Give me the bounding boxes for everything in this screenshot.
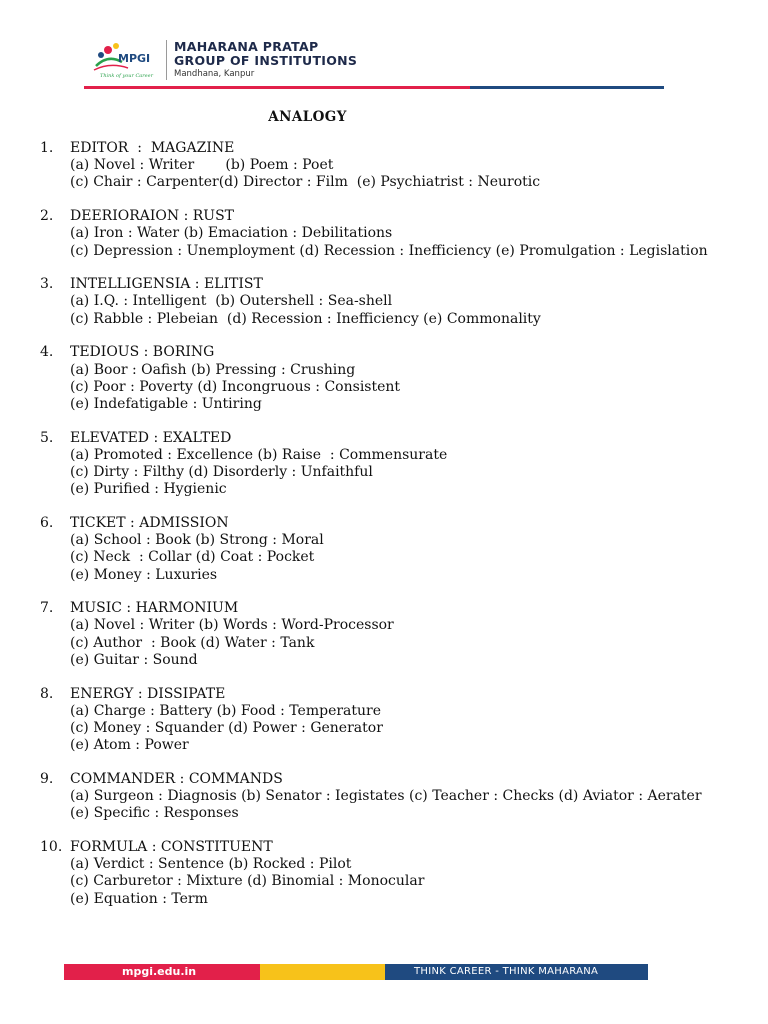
question-number: 5.: [40, 429, 54, 446]
question-body: [70, 276, 720, 328]
answer-options-line: (a) Novel : Writer (b) Words : Word-Processor: [70, 617, 394, 634]
question-item: [40, 839, 720, 908]
institution-location: Mandhana, Kanpur: [174, 69, 255, 79]
question-body: [70, 771, 720, 823]
question-stem: EDITOR : MAGAZINE: [70, 140, 235, 156]
mpgi-logo: [88, 40, 160, 80]
answer-options-line: (a) Surgeon : Diagnosis (b) Senator : Iegistates (c) Teacher : Checks (d) Aviator : Aerater: [70, 788, 702, 805]
question-item: [40, 344, 720, 413]
answer-options-line: (e) Atom : Power: [70, 737, 189, 754]
question-stem: ENERGY : DISSIPATE: [70, 685, 226, 702]
answer-options-line: (e) Indefatigable : Untiring: [70, 395, 262, 412]
question-item: [40, 686, 720, 755]
question-number: 4.: [40, 344, 54, 361]
answer-options-line: (e) Equation : Term: [70, 890, 208, 907]
question-body: [70, 600, 720, 669]
institution-line-1: MAHARANA PRATAP: [174, 39, 319, 54]
question-stem: ELEVATED : EXALTED: [70, 429, 232, 446]
question-item: [40, 771, 720, 823]
answer-options-line: (a) Novel : Writer (b) Poem : Poet: [70, 157, 334, 174]
answer-options-line: (a) Verdict : Sentence (b) Rocked : Pilot: [70, 856, 352, 873]
answer-options-line: (c) Money : Squander (d) Power : Generator: [70, 719, 383, 736]
answer-options-line: (e) Money : Luxuries: [70, 566, 218, 583]
question-item: [40, 276, 720, 328]
question-body: [70, 515, 720, 584]
question-number: 3.: [40, 276, 54, 293]
question-stem: COMMANDER : COMMANDS: [70, 770, 283, 787]
answer-options-line: (c) Neck : Collar (d) Coat : Pocket: [70, 549, 315, 566]
question-body: [70, 344, 720, 413]
institution-name: [174, 40, 357, 68]
footer-tagline: THINK CAREER - THINK MAHARANA: [414, 966, 599, 977]
question-item: [40, 208, 720, 260]
question-number: 6.: [40, 514, 54, 531]
answer-options-line: (a) Promoted : Excellence (b) Raise : Commensurate: [70, 446, 448, 463]
answer-options-line: (a) Boor : Oafish (b) Pressing : Crushing: [70, 361, 356, 378]
document-title: ANALOGY: [268, 109, 347, 125]
answer-options-line: (c) Carburetor : Mixture (d) Binomial : Monocular: [70, 873, 425, 890]
question-number: 8.: [40, 685, 54, 702]
question-number: 10.: [40, 839, 63, 855]
question-number: 1.: [40, 140, 54, 156]
question-body: [70, 140, 720, 192]
answer-options-line: (c) Poor : Poverty (d) Incongruous : Consistent: [70, 378, 401, 395]
question-list: [40, 140, 720, 924]
header-bar-blue: [470, 86, 664, 89]
question-number: 2.: [40, 208, 54, 225]
answer-options-line: (c) Rabble : Plebeian (d) Recession : Inefficiency (e) Commonality: [70, 310, 541, 327]
footer-bar-yellow: [260, 964, 386, 980]
question-stem: DEERIORAION : RUST: [70, 208, 235, 225]
answer-options-line: (e) Guitar : Sound: [70, 651, 198, 668]
question-item: [40, 600, 720, 669]
question-stem: TEDIOUS : BORING: [70, 344, 215, 361]
answer-options-line: (c) Author : Book (d) Water : Tank: [70, 634, 315, 651]
institution-line-2: GROUP OF INSTITUTIONS: [174, 53, 358, 68]
logo-text: MPGI: [118, 52, 151, 65]
footer-url: mpgi.edu.in: [122, 965, 197, 978]
answer-options-line: (c) Chair : Carpenter(d) Director : Film (e) Psychiatrist : Neurotic: [70, 174, 541, 191]
question-stem: MUSIC : HARMONIUM: [70, 600, 239, 617]
question-body: [70, 839, 720, 908]
answer-options-line: (e) Purified : Hygienic: [70, 481, 227, 498]
answer-options-line: (c) Depression : Unemployment (d) Recession : Inefficiency (e) Promulgation : Legislation: [70, 242, 708, 259]
question-item: [40, 140, 720, 192]
answer-options-line: (e) Specific : Responses: [70, 805, 239, 822]
question-stem: TICKET : ADMISSION: [70, 514, 229, 531]
answer-options-line: (a) Iron : Water (b) Emaciation : Debilitations: [70, 225, 393, 242]
answer-options-line: (c) Dirty : Filthy (d) Disorderly : Unfaithful: [70, 464, 373, 481]
question-number: 7.: [40, 600, 54, 617]
logo-divider: [166, 40, 167, 80]
question-item: [40, 515, 720, 584]
question-body: [70, 686, 720, 755]
question-stem: FORMULA : CONSTITUENT: [70, 839, 273, 855]
question-number: 9.: [40, 770, 54, 787]
header-color-bar: [84, 86, 664, 89]
question-body: [70, 430, 720, 499]
page-header: [84, 36, 664, 92]
question-item: [40, 430, 720, 499]
header-bar-red: [84, 86, 470, 89]
answer-options-line: (a) I.Q. : Intelligent (b) Outershell : Sea-shell: [70, 293, 393, 310]
answer-options-line: (a) School : Book (b) Strong : Moral: [70, 532, 324, 549]
question-stem: INTELLIGENSIA : ELITIST: [70, 276, 263, 293]
question-body: [70, 208, 720, 260]
logo-tagline: Think of your Career: [100, 73, 153, 79]
answer-options-line: (a) Charge : Battery (b) Food : Temperature: [70, 702, 382, 719]
document-title-row: [0, 106, 768, 125]
